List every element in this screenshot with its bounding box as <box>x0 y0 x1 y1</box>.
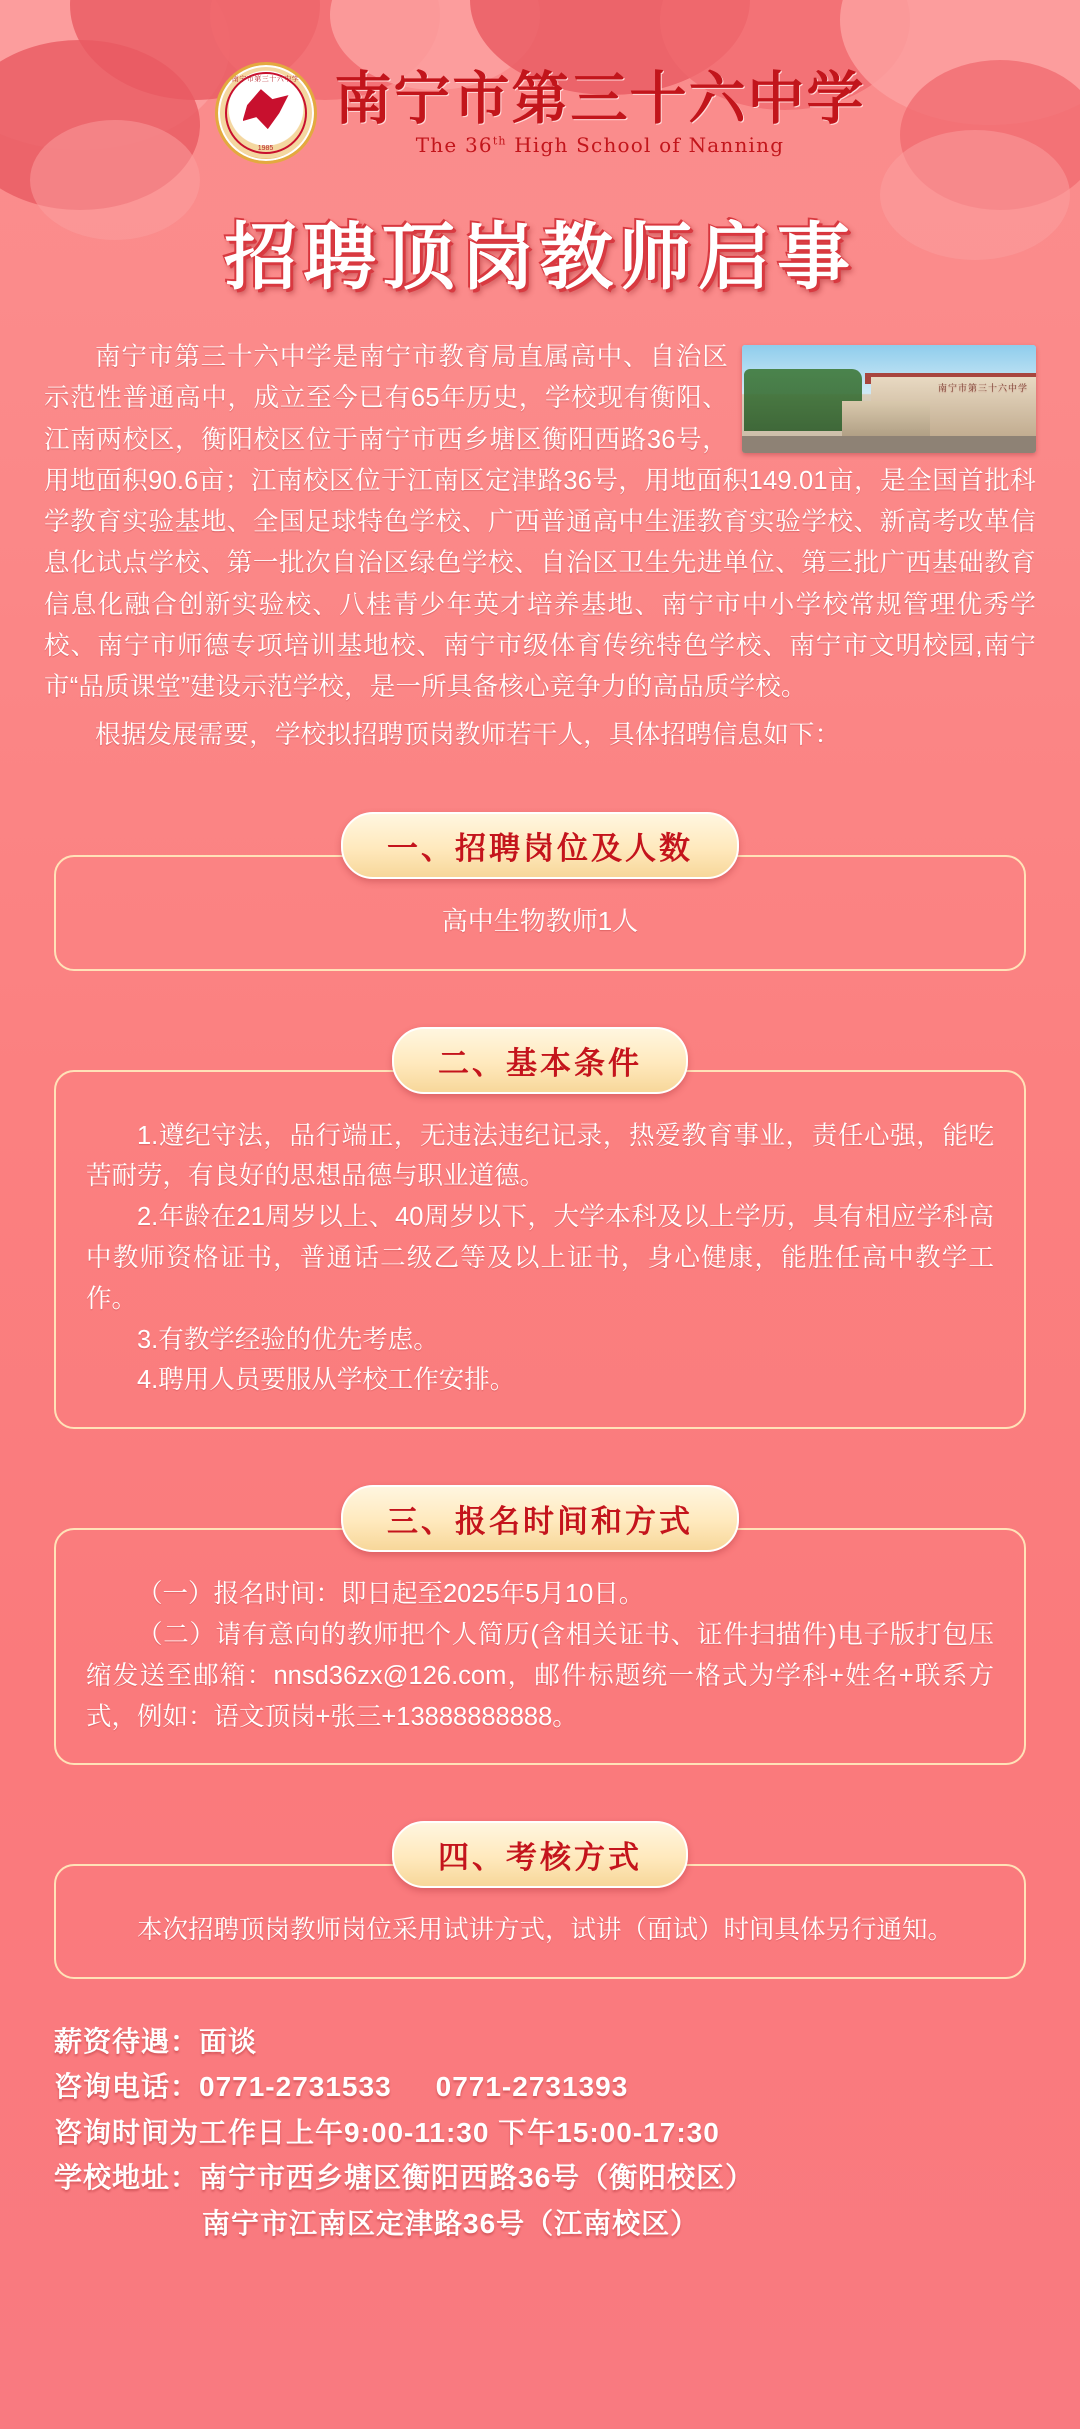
school-seal-icon <box>215 62 317 164</box>
section-2-line-3: 3.有教学经验的优先考虑。 <box>137 1325 439 1354</box>
intro-paragraph-1: 南宁市第三十六中学是南宁市教育局直属高中、自治区示范性普通高中，成立至今已有65年历史，学校现有衡阳、江南两校区，衡阳校区位于南宁市西乡塘区衡阳西路36号，用地面积90.6亩；江南校区位于江南区定津路36号，用地面积149.01亩，是全国首批科学教育实验基地、全国足球特色学校、广西普通高中生涯教育实验学校、新高考改革信息化试点学校、第一批次自治区绿色学校、自治区卫生先进单位、第三批广西基础教育信息化融合创新实验校、八桂青少年英才培养基地、南宁市中小学校常规管理优秀学校、南宁市师德专项培训基地校、南宁市级体育传统特色学校、南宁市文明校园,南宁市“品质课堂”建设示范学校，是一所具备核心竞争力的高品质学校。 <box>44 343 1036 702</box>
hours-label: 咨询时间为工作日上午 <box>54 2116 345 2148</box>
photo-caption: 南宁市第三十六中学 <box>937 383 1028 394</box>
section-3-line-1: （一）报名时间：即日起至2025年5月10日。 <box>137 1580 645 1609</box>
section-title-4: 四、考核方式 <box>392 1821 688 1888</box>
section-4-line-1: 本次招聘顶岗教师岗位采用试讲方式，试讲（面试）时间具体另行通知。 <box>137 1916 954 1945</box>
section-title-3: 三、报名时间和方式 <box>341 1485 739 1552</box>
salary-label: 薪资待遇： <box>54 2026 200 2058</box>
address-label: 学校地址： <box>54 2162 200 2194</box>
contact-footer <box>54 2019 1026 2246</box>
hours-morning: 9:00-11:30 <box>344 2116 490 2148</box>
hours-afternoon-label: 下午 <box>498 2116 557 2148</box>
school-name-en-sup: th <box>492 134 507 148</box>
campus-photo <box>742 345 1036 453</box>
intro-paragraph-2: 根据发展需要，学校拟招聘顶岗教师若干人，具体招聘信息如下： <box>95 720 841 749</box>
address-line-2: 南宁市江南区定津路36号（江南校区） <box>202 2207 700 2239</box>
section-body-2 <box>54 1070 1026 1430</box>
salary-row <box>54 2019 1026 2064</box>
school-name-block <box>334 64 866 158</box>
section-header <box>54 1027 1026 1094</box>
phone-row <box>54 2064 1026 2109</box>
section-3-line-2: （二）请有意向的教师把个人简历(含相关证书、证件扫描件)电子版打包压缩发送至邮箱：nnsd36zx@126.com，邮件标题统一格式为学科+姓名+联系方式，例如：语文顶岗+张三+13888888888。 <box>86 1620 994 1731</box>
section-application <box>54 1485 1026 1765</box>
section-2-line-4: 4.聘用人员要服从学校工作安排。 <box>137 1366 516 1395</box>
school-name-en <box>416 133 785 157</box>
phone-label: 咨询电话： <box>54 2071 200 2103</box>
intro-section <box>44 337 1036 756</box>
hours-row <box>54 2110 1026 2155</box>
spacer <box>0 971 1080 1027</box>
phone-number-1[interactable]: 0771-2731533 <box>199 2071 392 2103</box>
address-row-2 <box>54 2201 1026 2246</box>
section-positions <box>54 812 1026 971</box>
section-assessment <box>54 1821 1026 1979</box>
spacer <box>0 1429 1080 1485</box>
school-name-en-post: High School of Nanning <box>506 133 785 158</box>
salary-value: 面谈 <box>199 2026 258 2058</box>
section-2-line-2: 2.年龄在21周岁以上、40周岁以下，大学本科及以上学历，具有相应学科高中教师资格证书，普通话二级乙等及以上证书，身心健康，能胜任高中教学工作。 <box>86 1203 994 1313</box>
address-line-1: 南宁市西乡塘区衡阳西路36号（衡阳校区） <box>199 2162 755 2194</box>
phone-number-2[interactable]: 0771-2731393 <box>435 2071 629 2103</box>
school-name-en-pre: The 36 <box>415 133 493 158</box>
page-title: 招聘顶岗教师启事 <box>224 215 856 300</box>
poster-header <box>0 0 1080 164</box>
section-body-3 <box>54 1528 1026 1765</box>
section-header <box>54 1485 1026 1552</box>
section-2-line-1: 1.遵纪守法，品行端正，无违法违纪记录，热爱教育事业，责任心强，能吃苦耐劳，有良好的思想品德与职业道德。 <box>86 1121 994 1191</box>
photo-ground <box>742 436 1036 453</box>
section-header <box>54 1821 1026 1888</box>
seal-top-text: 南宁市第三十六中学 <box>231 76 300 83</box>
hours-afternoon: 15:00-17:30 <box>556 2116 720 2148</box>
seal-bottom-text: 1985 <box>257 145 274 152</box>
spacer <box>0 1765 1080 1821</box>
school-name-cn: 南宁市第三十六中学 <box>334 64 866 132</box>
spacer <box>0 756 1080 812</box>
section-1-line-1: 高中生物教师1人 <box>441 905 639 936</box>
section-title-1: 一、招聘岗位及人数 <box>341 812 739 879</box>
section-title-2: 二、基本条件 <box>392 1027 688 1094</box>
address-row-1 <box>54 2155 1026 2200</box>
section-header <box>54 812 1026 879</box>
section-requirements <box>54 1027 1026 1430</box>
